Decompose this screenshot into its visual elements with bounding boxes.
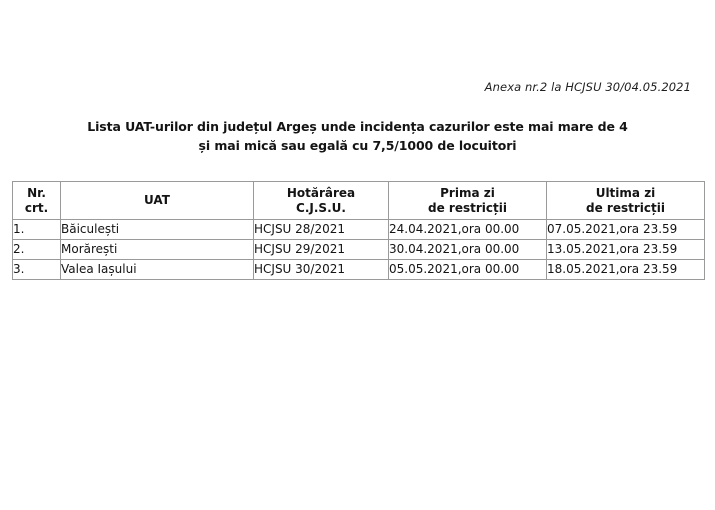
cell-hotarare: HCJSU 28/2021 [254, 220, 389, 240]
column-header-hotarare [254, 182, 389, 220]
column-header-uat: UAT [61, 182, 254, 220]
uat-restrictions-table [12, 181, 705, 280]
table-header-row [13, 182, 705, 220]
annex-reference: Anexa nr.2 la HCJSU 30/04.05.2021 [484, 80, 691, 94]
title-line-1: Lista UAT-urilor din județul Argeș unde incidența cazurilor este mai mare de 4 [87, 119, 628, 134]
column-header-prima-line1: Prima zi [440, 185, 495, 200]
column-header-nr-crt [13, 182, 61, 220]
document-title [0, 117, 715, 155]
cell-hotarare: HCJSU 30/2021 [254, 260, 389, 280]
cell-uat: Valea Iașului [61, 260, 254, 280]
table-row [13, 240, 705, 260]
cell-ultima-zi: 18.05.2021,ora 23.59 [547, 260, 705, 280]
table-row [13, 260, 705, 280]
column-header-ultima-zi [547, 182, 705, 220]
cell-prima-zi: 30.04.2021,ora 00.00 [389, 240, 547, 260]
cell-nr-crt: 1. [13, 220, 61, 240]
cell-nr-crt: 3. [13, 260, 61, 280]
column-header-hotarare-line1: Hotărârea [286, 185, 356, 200]
column-header-nr-line2: crt. [24, 200, 49, 215]
cell-uat: Morărești [61, 240, 254, 260]
column-header-prima-line2: de restricții [428, 200, 507, 215]
cell-prima-zi: 05.05.2021,ora 00.00 [389, 260, 547, 280]
cell-nr-crt: 2. [13, 240, 61, 260]
cell-hotarare: HCJSU 29/2021 [254, 240, 389, 260]
table-row [13, 220, 705, 240]
column-header-ultima-line2: de restricții [586, 200, 665, 215]
title-line-2: și mai mică sau egală cu 7,5/1000 de locuitori [198, 138, 517, 153]
column-header-nr-line1: Nr. [27, 185, 46, 200]
cell-prima-zi: 24.04.2021,ora 00.00 [389, 220, 547, 240]
column-header-prima-zi [389, 182, 547, 220]
cell-ultima-zi: 07.05.2021,ora 23.59 [547, 220, 705, 240]
cell-uat: Băiculești [61, 220, 254, 240]
column-header-ultima-line1: Ultima zi [595, 185, 656, 200]
column-header-hotarare-line2: C.J.S.U. [296, 200, 346, 215]
cell-ultima-zi: 13.05.2021,ora 23.59 [547, 240, 705, 260]
